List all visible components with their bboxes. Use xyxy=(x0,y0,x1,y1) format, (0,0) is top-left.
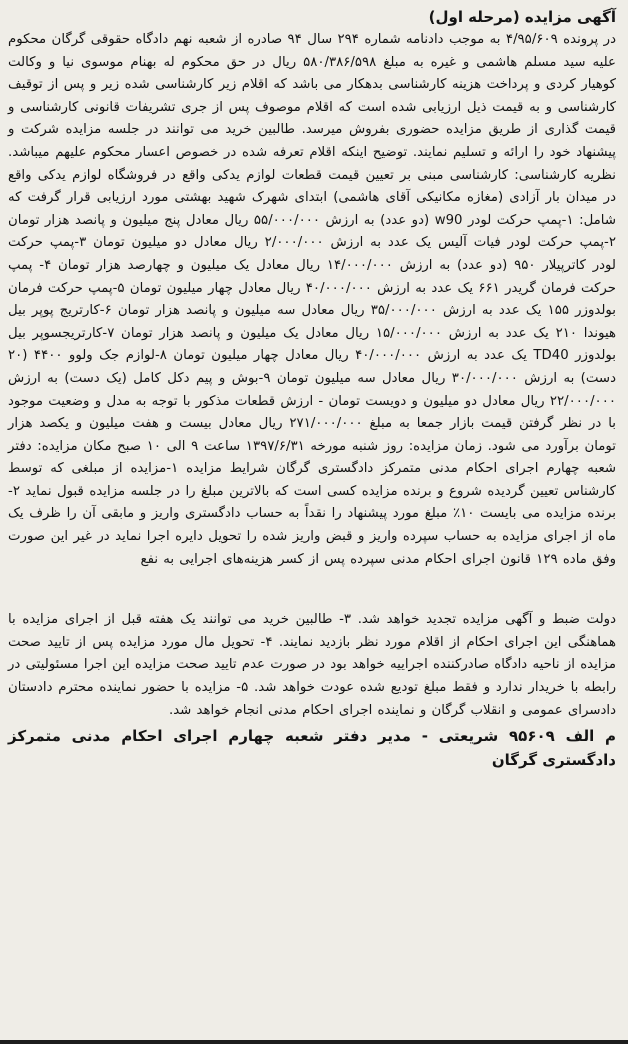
notice-body-part-2: دولت ضبط و آگهی مزایده تجدید خواهد شد. ۳- طالبین خرید می توانند یک هفته قبل از اجرای مزایده با هماهنگی این اجرای احکام از اقلام مورد نظر بازدید نمایند. ۴- تحویل مال مورد مزایده پس از تایید صحت مزایده از ناحیه دادگاه صادرکننده اجراییه خواهد بود در صورت عدم تایید صحت مزایده این اجرا مسئولیتی در رابطه با خریدار ندارد و فقط مبلغ تودیع شده عودت خواهد شد. ۵- مزایده با حضور نماینده محترم دادستان دادسرای عمومی و انقلاب گرگان و نماینده اجرای احکام مدنی انجام خواهد شد. xyxy=(8,612,616,718)
notice-signature: م الف ۹۵۶۰۹ شریعتی - مدیر دفتر شعبه چهارم اجرای احکام مدنی متمرکز دادگستری گرگان xyxy=(8,727,617,770)
bottom-rule xyxy=(0,1040,628,1044)
notice-body-part-1: در پرونده ۴/۹۵/۶۰۹ به موجب دادنامه شماره ۲۹۴ سال ۹۴ صادره از شعبه نهم دادگاه حقوقی گرگان محکوم علیه سید مسلم هاشمی و غیره به مبلغ ۵۸۰/۳۸۶/۵۹۸ ریال در حق محکوم له بهنام موسوی نیا و وکالت کوهیار کردی و پرداخت هزینه کارشناسی بدهکار می باشد که اقلام زیر کارشناسی شده زیر و پس از توقیف کارشناسی و به قیمت ذیل ارزیابی شده است که اقلام موصوف پس از جری تشریفات قانونی کارشناسی و قیمت گذاری از طریق مزایده حضوری بفروش میرسد. طالبین خرید می توانند در جلسه مزایده شرکت و پیشنهاد خود را ارائه و تسلیم نمایند. توضیح اینکه اقلام تعرفه شده در خصوص اعسار محکوم علیهم میباشد. نظریه کارشناسی: کارشناسی مبنی بر تعیین قیمت قطعات لوازم یدکی واقع در فروشگاه لوازم یدکی واقع در میدان بار آزادی (مغازه مکانیکی آقای هاشمی) ابتدای شهرک شهید بهشتی مورد ارزیابی قرار گرفت که شامل: ۱-پمپ حرکت لودر w90 (دو عدد) به ارزش ۵۵/۰۰۰/۰۰۰ ریال معادل پنج میلیون و پانصد هزار تومان ۲-پمپ حرکت لودر فیات آلیس یک عدد به ارزش ۲/۰۰۰/۰۰۰ ریال معادل دو میلیون تومان ۳-پمپ حرکت لودر کاترپیلار ۹۵۰ (دو عدد) به ارزش ۱۴/۰۰۰/۰۰۰ ریال معادل یک میلیون و چهارصد هزار تومان ۴- پمپ حرکت فرمان گریدر ۶۶۱ یک عدد به ارزش ۴۰/۰۰۰/۰۰۰ ریال معادل چهار میلیون تومان ۵-پمپ حرکت فرمان بولدوزر ۱۵۵ یک عدد به ارزش ۳۵/۰۰۰/۰۰۰ ریال معادل سه میلیون و پانصد هزار تومان ۶-کارتریج پوپر بیل هیوندا ۲۱۰ یک عدد به ارزش ۱۵/۰۰۰/۰۰۰ ریال معادل یک میلیون و پانصد هزار تومان ۷-کارتریجسوپر بیل بولدوزر TD40 یک عدد به ارزش ۴۰/۰۰۰/۰۰۰ ریال معادل چهار میلیون تومان ۸-لوازم جک ولوو ۴۴۰۰ (۲۰ دست) به ارزش ۳۰/۰۰۰/۰۰۰ ریال معادل سه میلیون تومان ۹-بوش و پیم دکل کامل (یک دست) به ارزش ۲۲/۰۰۰/۰۰۰ ریال معادل دو میلیون و دویست تومان - ارزش قطعات مذکور با توجه به مدل و وضعیت موجود با در نظر گرفتن قیمت بازار جمعا به مبلغ ۲۷۱/۰۰۰/۰۰۰ ریال معادل بیست و هفت میلیون و یکصد هزار تومان برآورد می شود. زمان مزایده: روز شنبه مورخه ۱۳۹۷/۶/۳۱ ساعت ۹ الی ۱۰ صبح مکان مزایده: دفتر شعبه چهارم اجرای احکام مدنی متمرکز دادگستری گرگان شرایط مزایده ۱-مزایده از مبلغی که توسط کارشناس تعیین گردیده شروع و برنده مزایده کسی است که بالاترین مبلغ را در جلسه مزایده قبول نماید ۲- برنده مزایده می بایست ۱۰٪ مبلغ مورد پیشنهاد را نقداً به حساب دادگستری واریز و مابقی آن را ظرف یک ماه از اجرای مزایده به حساب سپرده واریز و قبض واریز شده را تحویل دایره اجرا نماید در غیر این صورت وفق ماده ۱۲۹ قانون اجرای احکام مدنی سپرده پس از کسر هزینه‌های اجرایی به نفع xyxy=(8,32,617,567)
notice-title: آگهی مزایده (مرحله اول) xyxy=(428,8,616,26)
column-gap xyxy=(8,571,616,609)
